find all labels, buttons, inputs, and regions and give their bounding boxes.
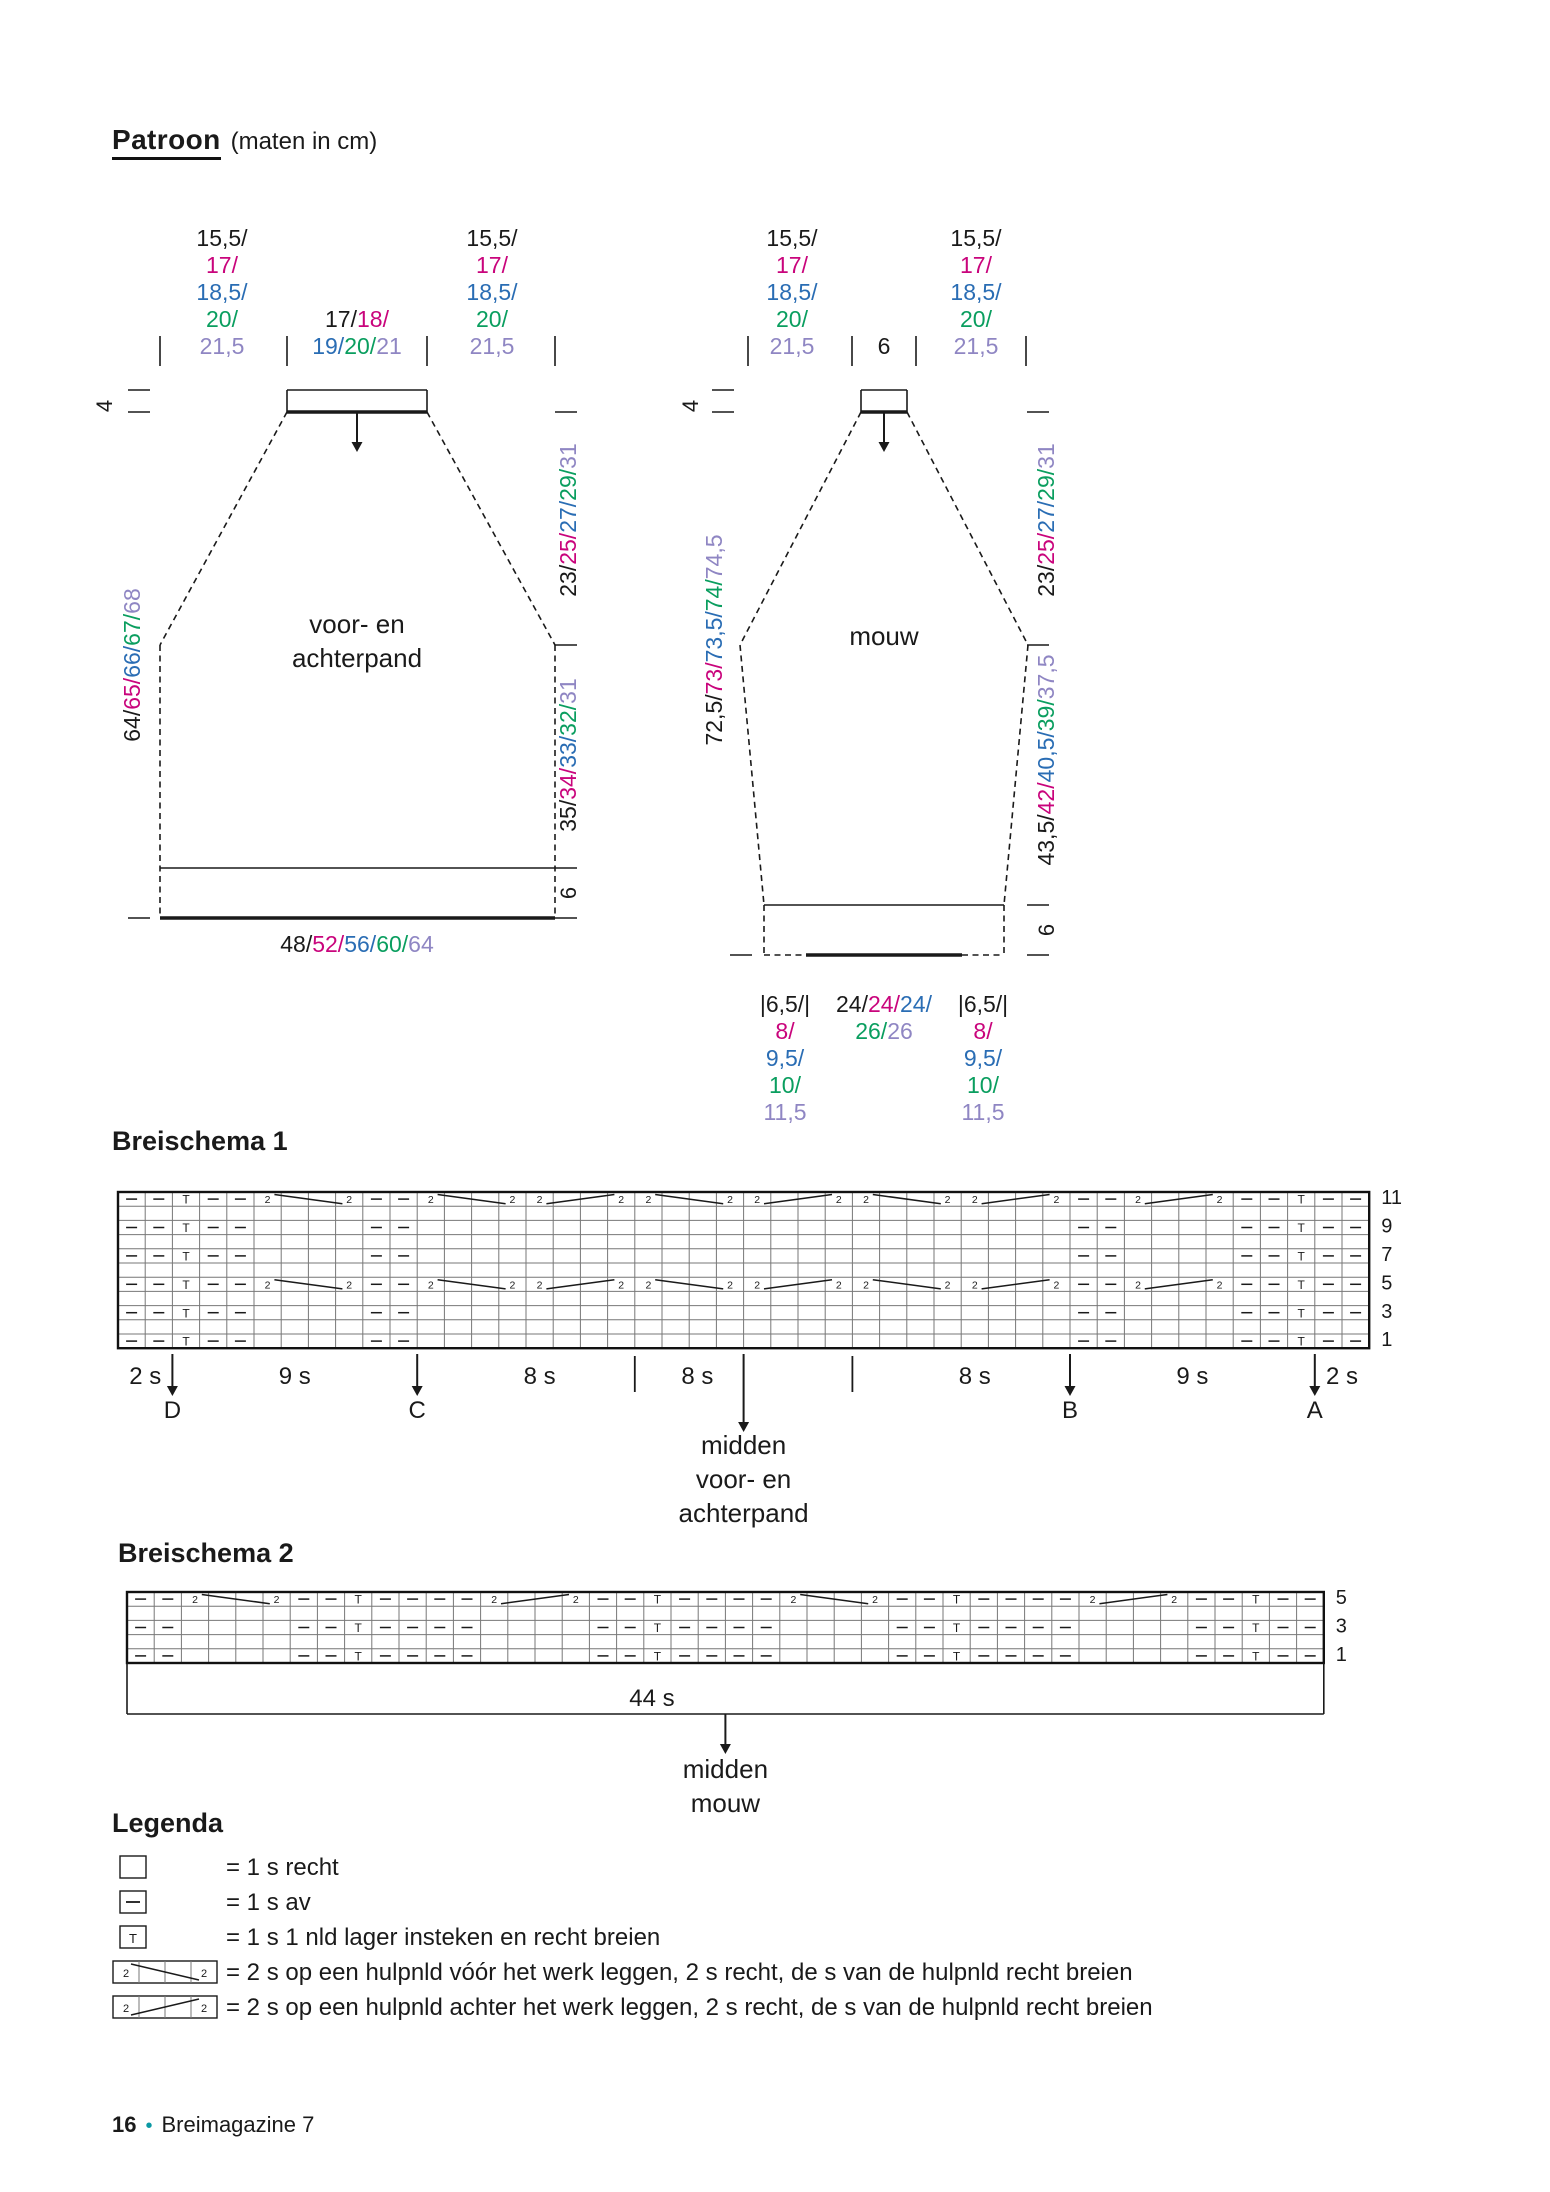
title-units-note: (maten in cm) (230, 128, 378, 155)
cable-count: 2 (200, 1968, 208, 1980)
knit-below-symbol: T (182, 1277, 190, 1292)
panel-top-right-sizes: 17/ (476, 252, 508, 278)
panel-length-label: 64/65/66/67/68 (119, 588, 145, 742)
cable-count: 2 (790, 1594, 797, 1607)
sleeve-bottom-left-sizes: 10/ (769, 1072, 801, 1098)
knit-below-symbol: T (354, 1592, 362, 1607)
cable-count: 2 (346, 1194, 353, 1207)
chart-row-number: 1 (1335, 1644, 1347, 1666)
cable-count: 2 (1216, 1194, 1223, 1207)
cable-count: 2 (754, 1194, 761, 1207)
heading-legenda: Legenda (112, 1808, 224, 1838)
sleeve-bottom-right-sizes: 8/ (973, 1018, 993, 1044)
cable-count: 2 (536, 1279, 543, 1292)
cable-count: 2 (645, 1279, 652, 1292)
stitch-count-label: 44 s (629, 1685, 675, 1712)
cable-count: 2 (346, 1279, 353, 1292)
sleeve-top-left-sizes: 15,5/ (766, 225, 818, 251)
sleeve-top-left-sizes: 17/ (776, 252, 808, 278)
knit-below-symbol: T (1297, 1249, 1305, 1264)
knit-below-symbol: T (952, 1592, 961, 1607)
knit-below-symbol: T (653, 1649, 662, 1664)
panel-top-left-sizes: 18,5/ (196, 279, 248, 305)
cable-count: 2 (1216, 1279, 1223, 1292)
cable-count: 2 (427, 1279, 434, 1292)
cable-count: 2 (618, 1279, 625, 1292)
sleeve-raglan-label: 23/25/27/29/31 (1033, 443, 1059, 597)
sleeve-top-left-sizes: 21,5 (769, 333, 815, 359)
chart1-marker-arrow-head (167, 1386, 178, 1396)
knit-below-symbol: T (182, 1192, 190, 1207)
cable-count: 2 (835, 1279, 842, 1292)
sleeve-bottom-width-sizes: 24/24/24/ (836, 991, 932, 1017)
sleeve-bottom-left-sizes: 11,5 (763, 1099, 807, 1125)
sleeve-top-left-sizes: 18,5/ (766, 279, 818, 305)
chart-row-number: 5 (1335, 1587, 1347, 1610)
knit-below-symbol: T (182, 1221, 190, 1236)
panel-neck-sizes: 17/18/ (325, 306, 389, 332)
cable-count: 2 (1053, 1194, 1060, 1207)
cable-count: 2 (872, 1594, 878, 1607)
panel-raglan-edge (160, 412, 287, 645)
stitch-count-label: 2 s (1325, 1363, 1359, 1390)
cable-count: 2 (1089, 1594, 1096, 1607)
cable-count: 2 (971, 1279, 978, 1292)
panel-top-right-sizes: 21,5 (469, 333, 515, 359)
cable-count: 2 (1171, 1594, 1178, 1607)
stitch-count-label: 2 s (129, 1363, 162, 1390)
knit-below-symbol: T (182, 1334, 190, 1349)
legend-text-cable-back: = 2 s op een hulpnld achter het werk leggen, 2 s recht, de s van de hulpnld recht breien (226, 1994, 1153, 2021)
sleeve-top-arrow-head (879, 442, 890, 452)
knit-below-symbol: T (1297, 1306, 1305, 1321)
cable-count: 2 (754, 1279, 761, 1292)
footer-page-number: 16 (112, 2112, 137, 2137)
page-footer (112, 2112, 314, 2138)
sleeve-top-width-label: 6 (877, 333, 891, 359)
panel-top-right-sizes: 20/ (476, 306, 508, 332)
heading-breischema-2: Breischema 2 (118, 1538, 294, 1568)
sleeve-bottom-width-sizes: 26/26 (855, 1018, 913, 1044)
chart-row-number: 5 (1381, 1272, 1393, 1295)
knit-below-symbol: T (1297, 1192, 1305, 1207)
knit-below-symbol: T (1252, 1592, 1260, 1607)
knit-below-symbol: T (952, 1649, 961, 1664)
stitch-count-label: 8 s (958, 1363, 991, 1390)
sleeve-bottom-left-sizes: 9,5/ (765, 1045, 805, 1071)
legend-text-knit: = 1 s recht (226, 1854, 339, 1881)
chart2-center-caption: mouw (690, 1788, 761, 1818)
cable-count: 2 (1135, 1279, 1141, 1292)
cable-count: 2 (645, 1194, 652, 1207)
cable-count: 2 (727, 1279, 733, 1292)
knit-below-symbol: T (1252, 1649, 1260, 1664)
sleeve-taper-edge (1004, 645, 1028, 905)
sleeve-band-height-label: 4 (678, 399, 703, 413)
cable-count: 2 (200, 2003, 208, 2015)
panel-rib-label: 6 (556, 886, 581, 900)
knit-below-symbol: T (354, 1621, 362, 1636)
panel-raglan-label: 23/25/27/29/31 (555, 443, 581, 597)
cable-count: 2 (727, 1194, 733, 1207)
sleeve-raglan-edge (740, 412, 861, 645)
sleeve-top-right-sizes: 20/ (960, 306, 992, 332)
chart1-marker-arrow-head (1065, 1386, 1076, 1396)
panel-neck-arrow-head (352, 442, 363, 452)
cable-count: 2 (264, 1194, 271, 1207)
sleeve-taper-edge (740, 645, 764, 905)
sleeve-raglan-edge (907, 412, 1028, 645)
sleeve-taper-label: 43,5/42/40,5/39/37,5 (1033, 654, 1059, 866)
footer-magazine-name: Breimagazine 7 (161, 2112, 315, 2137)
cable-count: 2 (273, 1594, 280, 1607)
heading-breischema-1: Breischema 1 (112, 1126, 288, 1156)
knit-below-symbol: T (1297, 1334, 1305, 1349)
chart-row-number: 9 (1381, 1215, 1393, 1238)
knit-below-symbol: T (354, 1649, 362, 1664)
cable-count: 2 (971, 1194, 978, 1207)
cable-count: 2 (509, 1279, 516, 1292)
sleeve-bottom-right-sizes: 9,5/ (963, 1045, 1003, 1071)
panel-top-left-sizes: 17/ (206, 252, 238, 278)
chart-row-number: 11 (1381, 1187, 1402, 1210)
marker-letter: A (1306, 1397, 1323, 1424)
chart-row-number: 1 (1381, 1329, 1393, 1352)
sleeve-bottom-left-sizes: 8/ (775, 1018, 795, 1044)
knit-below-symbol: T (129, 1931, 137, 1946)
sleeve-top-right-sizes: 17/ (960, 252, 992, 278)
cable-count: 2 (122, 2003, 130, 2015)
sleeve-rib-label: 6 (1034, 923, 1059, 937)
stitch-count-label: 8 s (681, 1363, 714, 1390)
panel-band-height-label: 4 (92, 399, 117, 413)
sleeve-name: mouw (849, 621, 919, 651)
footer-bullet: • (145, 2115, 153, 2137)
panel-top-left-sizes: 21,5 (199, 333, 245, 359)
knit-below-symbol: T (653, 1621, 662, 1636)
cable-count: 2 (944, 1194, 951, 1207)
cable-count: 2 (536, 1194, 543, 1207)
cable-count: 2 (863, 1279, 869, 1292)
panel-top-right-sizes: 18,5/ (466, 279, 518, 305)
chart1-center-caption: voor- en (695, 1464, 792, 1494)
knit-below-symbol: T (1297, 1277, 1305, 1292)
cable-count: 2 (264, 1279, 271, 1292)
cable-count: 2 (835, 1194, 842, 1207)
cable-count: 2 (618, 1194, 625, 1207)
chart-row-number: 7 (1381, 1244, 1393, 1266)
cable-count: 2 (572, 1594, 579, 1607)
legend-text-cable-front: = 2 s op een hulpnld vóór het werk leggen, 2 s recht, de s van de hulpnld recht breien (226, 1959, 1133, 1986)
stitch-count-label: 9 s (278, 1363, 311, 1390)
sleeve-top-right-sizes: 18,5/ (950, 279, 1002, 305)
panel-name: achterpand (291, 643, 423, 673)
sleeve-top-left-sizes: 20/ (776, 306, 808, 332)
page-title (112, 124, 377, 156)
sleeve-length-label: 72,5/73/73,5/74/74,5 (701, 534, 727, 746)
cable-count: 2 (944, 1279, 951, 1292)
legend-text-knit-below: = 1 s 1 nld lager insteken en recht breien (226, 1924, 661, 1951)
cable-count: 2 (1053, 1279, 1060, 1292)
marker-letter: C (408, 1397, 426, 1424)
chart2-center-arrow-head (720, 1744, 731, 1754)
chart1-center-caption: midden (700, 1430, 787, 1460)
sleeve-top-right-sizes: 15,5/ (950, 225, 1002, 251)
panel-neck-sizes: 19/20/21 (312, 333, 402, 359)
marker-letter: D (163, 1397, 182, 1424)
panel-bottom-width-label: 48/52/56/60/64 (280, 931, 434, 957)
stitch-count-label: 9 s (1176, 1363, 1209, 1390)
chart-row-number: 3 (1335, 1615, 1347, 1638)
title-patroon: Patroon (112, 124, 221, 160)
panel-name: voor- en (309, 609, 405, 639)
chart1-marker-arrow-head (412, 1386, 423, 1396)
knit-below-symbol: T (952, 1621, 961, 1636)
cable-count: 2 (192, 1594, 198, 1607)
cable-count: 2 (491, 1594, 498, 1607)
sleeve-bottom-left-sizes: |6,5/| (759, 991, 811, 1017)
cable-count: 2 (122, 1968, 130, 1980)
cable-count: 2 (509, 1194, 516, 1207)
panel-side-label: 35/34/33/32/31 (555, 678, 581, 832)
knit-below-symbol: T (1252, 1621, 1260, 1636)
chart2-center-caption: midden (682, 1754, 769, 1784)
cable-count: 2 (863, 1194, 869, 1207)
knit-below-symbol: T (653, 1592, 662, 1607)
knit-below-symbol: T (182, 1306, 190, 1321)
marker-letter: B (1061, 1397, 1079, 1424)
sleeve-bottom-right-sizes: |6,5/| (957, 991, 1009, 1017)
panel-top-left-sizes: 20/ (206, 306, 238, 332)
chart1-marker-arrow-head (1309, 1386, 1320, 1396)
panel-top-left-sizes: 15,5/ (196, 225, 248, 251)
sleeve-top-right-sizes: 21,5 (953, 333, 999, 359)
chart1-center-caption: achterpand (678, 1498, 809, 1528)
cable-count: 2 (427, 1194, 434, 1207)
knit-below-symbol: T (1297, 1221, 1305, 1236)
panel-raglan-edge (427, 412, 555, 645)
sleeve-bottom-right-sizes: 11,5 (961, 1099, 1005, 1125)
legend-text-purl: = 1 s av (226, 1889, 311, 1916)
panel-top-right-sizes: 15,5/ (466, 225, 518, 251)
knit-below-symbol: T (182, 1249, 190, 1264)
stitch-count-label: 8 s (523, 1363, 556, 1390)
chart-row-number: 3 (1381, 1300, 1393, 1323)
cable-count: 2 (1135, 1194, 1141, 1207)
legend-symbol-knit (120, 1856, 146, 1878)
sleeve-bottom-right-sizes: 10/ (967, 1072, 999, 1098)
